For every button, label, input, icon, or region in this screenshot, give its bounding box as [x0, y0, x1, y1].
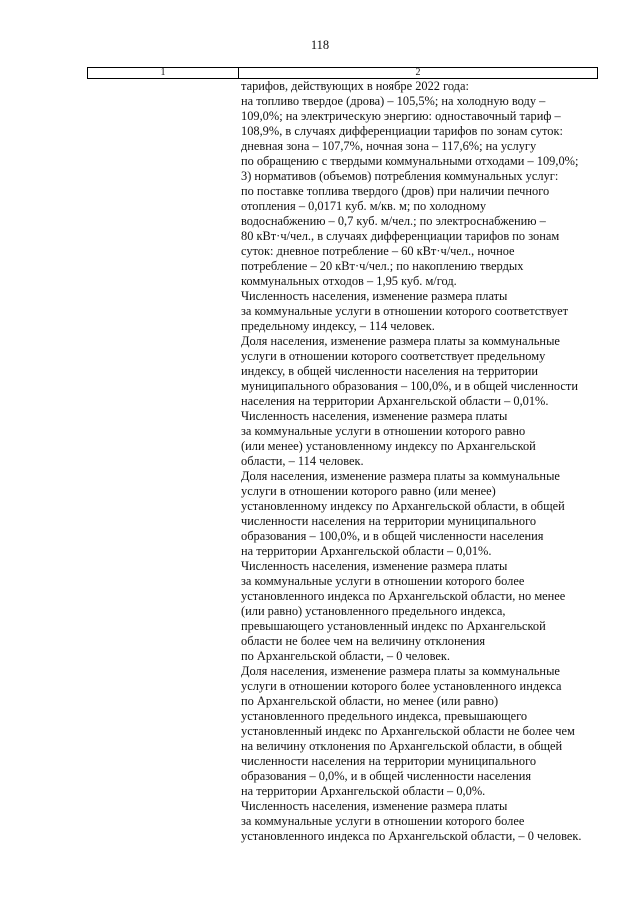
- text-line: численности населения на территории муниципального: [241, 754, 537, 768]
- text-line: 108,9%, в случаях дифференциации тарифов по зонам суток:: [241, 124, 563, 138]
- text-line: 80 кВт·ч/чел., в случаях дифференциации тарифов по зонам: [241, 229, 560, 243]
- table-header-col-2: 2: [415, 67, 421, 78]
- text-line: Численность населения, изменение размера платы: [241, 799, 508, 813]
- text-line: Численность населения, изменение размера платы: [241, 289, 508, 303]
- text-line: (или равно) установленного предельного индекса,: [241, 604, 506, 618]
- text-line: отопления – 0,0171 куб. м/кв. м; по холодному: [241, 199, 487, 213]
- text-line: установленный индекс по Архангельской области не более чем: [241, 724, 575, 738]
- text-line: Доля населения, изменение размера платы за коммунальные: [241, 664, 560, 678]
- text-line: муниципального образования – 100,0%, и в общей численности: [241, 379, 578, 393]
- text-line: установленного предельного индекса, превышающего: [241, 709, 528, 723]
- text-line: потребление – 20 кВт·ч/чел.; по накоплению твердых: [241, 259, 524, 273]
- text-line: на территории Архангельской области – 0,01%.: [241, 544, 492, 558]
- text-line: установленному индексу по Архангельской области, в общей: [241, 499, 565, 513]
- text-line: за коммунальные услуги в отношении которого более: [241, 574, 525, 588]
- text-line: Доля населения, изменение размера платы за коммунальные: [241, 334, 560, 348]
- text-line: по Архангельской области, – 0 человек.: [241, 649, 451, 663]
- text-line: на топливо твердое (дрова) – 105,5%; на холодную воду –: [241, 94, 546, 108]
- text-line: Численность населения, изменение размера платы: [241, 559, 508, 573]
- text-line: услуги в отношении которого равно (или менее): [241, 484, 496, 498]
- text-line: суток: дневное потребление – 60 кВт·ч/чел., ночное: [241, 244, 515, 258]
- text-line: (или менее) установленному индексу по Архангельской: [241, 439, 536, 453]
- text-line: по поставке топлива твердого (дров) при наличии печного: [241, 184, 550, 198]
- text-line: установленного индекса по Архангельской области, но менее: [241, 589, 566, 603]
- text-line: на территории Архангельской области – 0,0%.: [241, 784, 486, 798]
- text-line: превышающего установленный индекс по Архангельской: [241, 619, 546, 633]
- text-line: предельному индексу, – 114 человек.: [241, 319, 435, 333]
- text-line: Доля населения, изменение размера платы за коммунальные: [241, 469, 560, 483]
- text-line: за коммунальные услуги в отношении которого более: [241, 814, 525, 828]
- table-header-col-1: 1: [88, 68, 239, 78]
- text-line: численности населения на территории муниципального: [241, 514, 537, 528]
- page-number: 118: [310, 38, 330, 52]
- text-line: за коммунальные услуги в отношении которого соответствует: [241, 304, 569, 318]
- text-line: услуги в отношении которого более установленного индекса: [241, 679, 562, 693]
- text-line: области не более чем на величину отклонения: [241, 634, 486, 648]
- text-line: индексу, в общей численности населения на территории: [241, 364, 539, 378]
- text-line: по Архангельской области, но менее (или равно): [241, 694, 499, 708]
- text-line: установленного индекса по Архангельской области, – 0 человек.: [241, 829, 582, 843]
- text-line: коммунальных отходов – 1,95 куб. м/год.: [241, 274, 457, 288]
- text-line: по обращению с твердыми коммунальными отходами – 109,0%;: [241, 154, 579, 168]
- text-line: водоснабжению – 0,7 куб. м/чел.; по электроснабжению –: [241, 214, 546, 228]
- text-line: населения на территории Архангельской области – 0,01%.: [241, 394, 549, 408]
- text-line: образования – 100,0%, и в общей численности населения: [241, 529, 544, 543]
- text-line: за коммунальные услуги в отношении которого равно: [241, 424, 526, 438]
- text-line: области, – 114 человек.: [241, 454, 364, 468]
- table-header-row: [87, 67, 598, 79]
- document-body-text: [241, 79, 611, 844]
- text-line: образования – 0,0%, и в общей численности населения: [241, 769, 532, 783]
- text-line: дневная зона – 107,7%, ночная зона – 117,6%; на услугу: [241, 139, 537, 153]
- text-line: 3) нормативов (объемов) потребления коммунальных услуг:: [241, 169, 559, 183]
- text-line: Численность населения, изменение размера платы: [241, 409, 508, 423]
- text-line: на величину отклонения по Архангельской области, в общей: [241, 739, 563, 753]
- text-line: 109,0%; на электрическую энергию: одноставочный тариф –: [241, 109, 561, 123]
- text-line: тарифов, действующих в ноябре 2022 года:: [241, 79, 469, 93]
- text-line: услуги в отношении которого соответствует предельному: [241, 349, 546, 363]
